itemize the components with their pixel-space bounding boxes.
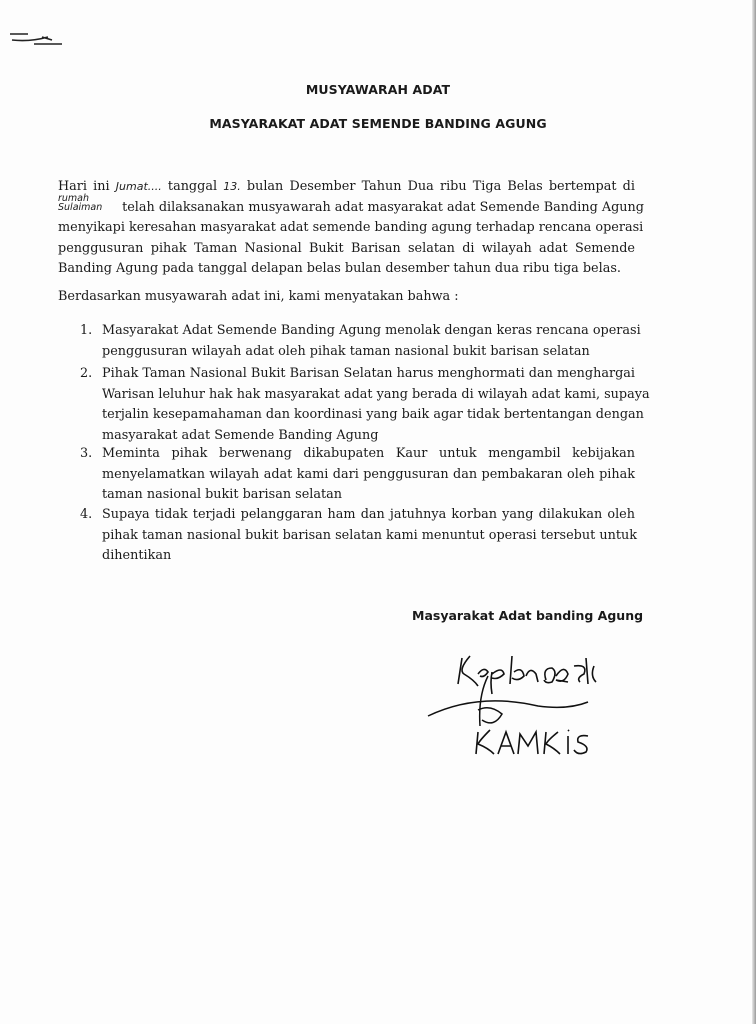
list-item — [80, 321, 641, 362]
document-title: MUSYAWARAH ADAT — [305, 82, 451, 97]
intro-line-2: rumah Sulaiman telah dilaksanakan musyawarah adat masyarakat adat Semende Banding Agung — [58, 193, 644, 215]
list-item-line: penggusuran wilayah adat oleh pihak taman nasional bukit barisan selatan — [102, 343, 590, 359]
scan-edge-shadow — [752, 0, 756, 1024]
intro-paragraph — [58, 177, 644, 280]
list-item-line: menyelamatkan wilayah adat kami dari penggusuran dan pembakaran oleh pihak — [102, 466, 635, 482]
list-item-number: 2. — [80, 366, 93, 381]
intro-line-5: Banding Agung pada tanggal delapan belas bulan desember tahun dua ribu tiga belas. — [58, 261, 621, 276]
list-item-line: masyarakat adat Semende Banding Agung — [102, 427, 379, 443]
list-item-line: terjalin kesepamahaman dan koordinasi yang baik agar tidak bertentangan dengan — [102, 407, 644, 422]
list-item-line: Pihak Taman Nasional Bukit Barisan Selatan harus menghormati dan menghargai — [102, 366, 635, 381]
list-item-line: Warisan leluhur hak hak masyarakat adat yang berada di wilayah adat kami, supaya — [102, 386, 650, 402]
handwritten-place: rumah Sulaiman — [58, 193, 103, 213]
scan-mark-icon — [8, 28, 68, 50]
list-item-line: Supaya tidak terjadi pelanggaran ham dan jatuhnya korban yang dilakukan oleh — [102, 507, 635, 522]
list-item-number: 1. — [80, 323, 93, 338]
list-item-line: pihak taman nasional bukit barisan selatan kami menuntut operasi tersebut untuk — [102, 527, 637, 543]
list-item-number: 3. — [80, 446, 93, 461]
list-item-line: dihentikan — [102, 548, 172, 563]
intro-line-4: penggusuran pihak Taman Nasional Bukit Barisan selatan di wilayah adat Semende — [58, 240, 635, 256]
intro-line-1: Hari ini Jumat.... tanggal 13. bulan Desember Tahun Dua ribu Tiga Belas bertempat di — [58, 179, 635, 194]
handwritten-signature — [418, 636, 618, 761]
list-item — [80, 364, 650, 446]
list-item — [80, 505, 635, 567]
handwritten-date: 13. — [223, 180, 241, 193]
list-item — [80, 444, 635, 506]
handwritten-day: Jumat.... — [115, 180, 162, 193]
intro-line-3: menyikapi keresahan masyarakat adat semende banding agung terhadap rencana operasi — [58, 220, 644, 235]
basis-statement: Berdasarkan musyawarah adat ini, kami menyatakan bahwa : — [58, 289, 459, 304]
list-item-line: Meminta pihak berwenang dikabupaten Kaur untuk mengambil kebijakan — [102, 446, 635, 461]
list-item-line: Masyarakat Adat Semende Banding Agung menolak dengan keras rencana operasi — [102, 323, 641, 338]
signatory-organization: Masyarakat Adat banding Agung — [412, 608, 644, 623]
document-subtitle: MASYARAKAT ADAT SEMENDE BANDING AGUNG — [209, 116, 547, 131]
list-item-line: taman nasional bukit barisan selatan — [102, 487, 343, 502]
list-item-number: 4. — [80, 507, 93, 522]
